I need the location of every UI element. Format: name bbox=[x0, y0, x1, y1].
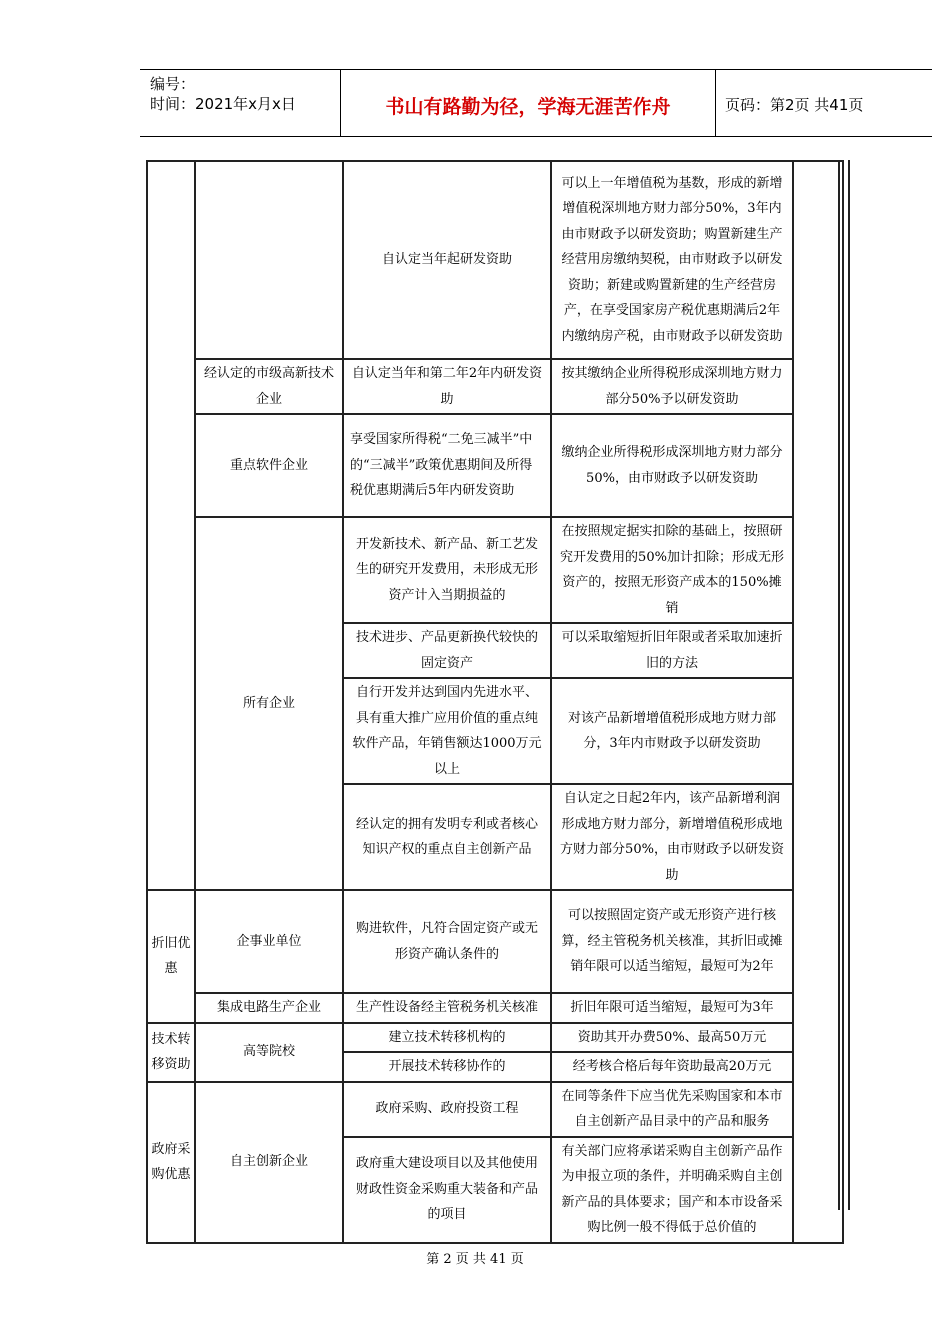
table-row bbox=[147, 161, 843, 359]
target-cell: 高等院校 bbox=[195, 1023, 343, 1082]
header-page-number: 页码：第2页 共41页 bbox=[725, 96, 864, 114]
category-cell: 政府采购优惠 bbox=[147, 1082, 195, 1243]
target-cell: 集成电路生产企业 bbox=[195, 993, 343, 1023]
target-cell: 企事业单位 bbox=[195, 890, 343, 993]
target-cell bbox=[195, 161, 343, 359]
benefit-cell: 有关部门应将承诺采购自主创新产品作为申报立项的条件，并明确采购自主创新产品的具体要求；国产和本市设备采购比例一般不得低于总价值的 bbox=[551, 1137, 793, 1243]
benefit-cell: 对该产品新增增值税形成地方财力部分，3年内市财政予以研发资助 bbox=[551, 678, 793, 784]
benefit-cell: 自认定之日起2年内，该产品新增利润形成地方财力部分，新增增值税形成地方财力部分50%，由市财政予以研发资助 bbox=[551, 784, 793, 890]
table-row bbox=[147, 993, 843, 1023]
benefit-cell: 在同等条件下应当优先采购国家和本市自主创新产品目录中的产品和服务 bbox=[551, 1082, 793, 1137]
benefit-cell: 可以上一年增值税为基数，形成的新增增值税深圳地方财力部分50%，3年内由市财政予以研发资助；购置新建生产经营用房缴纳契税，由市财政予以研发资助；新建或购置新建的生产经营房产，在享受国家房产税优惠期满后2年内缴纳房产税，由市财政予以研发资助 bbox=[551, 161, 793, 359]
table-row bbox=[147, 1023, 843, 1053]
page-header bbox=[140, 69, 932, 137]
target-cell: 自主创新企业 bbox=[195, 1082, 343, 1243]
header-motto: 书山有路勤为径，学海无涯苦作舟 bbox=[385, 96, 671, 118]
condition-cell: 享受国家所得税“二免三减半”中的“三减半”政策优惠期间及所得税优惠期满后5年内研发资助 bbox=[343, 414, 551, 517]
target-cell: 经认定的市级高新技术企业 bbox=[195, 359, 343, 414]
header-divider bbox=[715, 70, 716, 136]
condition-cell: 生产性设备经主管税务机关核准 bbox=[343, 993, 551, 1023]
benefit-cell: 在按照规定据实扣除的基础上，按照研究开发费用的50%加计扣除；形成无形资产的，按照无形资产成本的150%摊销 bbox=[551, 517, 793, 623]
target-cell: 重点软件企业 bbox=[195, 414, 343, 517]
condition-cell: 政府重大建设项目以及其他使用财政性资金采购重大装备和产品的项目 bbox=[343, 1137, 551, 1243]
benefit-cell: 可以采取缩短折旧年限或者采取加速折旧的方法 bbox=[551, 623, 793, 678]
header-meta bbox=[150, 74, 296, 114]
category-cell bbox=[147, 161, 195, 890]
table-row bbox=[147, 359, 843, 414]
benefit-cell: 按其缴纳企业所得税形成深圳地方财力部分50%予以研发资助 bbox=[551, 359, 793, 414]
document-number-label: 编号： bbox=[150, 75, 196, 93]
benefit-cell: 缴纳企业所得税形成深圳地方财力部分50%，由市财政予以研发资助 bbox=[551, 414, 793, 517]
right-border-column bbox=[838, 160, 850, 1210]
remarks-cell bbox=[793, 161, 843, 1243]
condition-cell: 开发新技术、新产品、新工艺发生的研究开发费用，未形成无形资产计入当期损益的 bbox=[343, 517, 551, 623]
table-row bbox=[147, 414, 843, 517]
table-row bbox=[147, 1082, 843, 1137]
category-cell: 折旧优惠 bbox=[147, 890, 195, 1023]
condition-cell: 开展技术转移协作的 bbox=[343, 1052, 551, 1082]
target-cell: 所有企业 bbox=[195, 517, 343, 890]
benefit-cell: 资助其开办费50%、最高50万元 bbox=[551, 1023, 793, 1053]
table-row bbox=[147, 890, 843, 993]
condition-cell: 建立技术转移机构的 bbox=[343, 1023, 551, 1053]
condition-cell: 购进软件，凡符合固定资产或无形资产确认条件的 bbox=[343, 890, 551, 993]
condition-cell: 技术进步、产品更新换代较快的固定资产 bbox=[343, 623, 551, 678]
table-row bbox=[147, 517, 843, 623]
benefit-cell: 折旧年限可适当缩短，最短可为3年 bbox=[551, 993, 793, 1023]
policy-table bbox=[146, 160, 844, 1244]
condition-cell: 经认定的拥有发明专利或者核心知识产权的重点自主创新产品 bbox=[343, 784, 551, 890]
category-cell: 技术转移资助 bbox=[147, 1023, 195, 1082]
condition-cell: 自认定当年和第二年2年内研发资助 bbox=[343, 359, 551, 414]
benefit-cell: 经考核合格后每年资助最高20万元 bbox=[551, 1052, 793, 1082]
condition-cell: 自认定当年起研发资助 bbox=[343, 161, 551, 359]
condition-cell: 政府采购、政府投资工程 bbox=[343, 1082, 551, 1137]
document-time-label: 时间：2021年x月x日 bbox=[150, 95, 296, 113]
benefit-cell: 可以按照固定资产或无形资产进行核算，经主管税务机关核准，其折旧或摊销年限可以适当缩短，最短可为2年 bbox=[551, 890, 793, 993]
condition-cell: 自行开发并达到国内先进水平、具有重大推广应用价值的重点纯软件产品，年销售额达1000万元以上 bbox=[343, 678, 551, 784]
page-footer: 第 2 页 共 41 页 bbox=[426, 1252, 524, 1267]
